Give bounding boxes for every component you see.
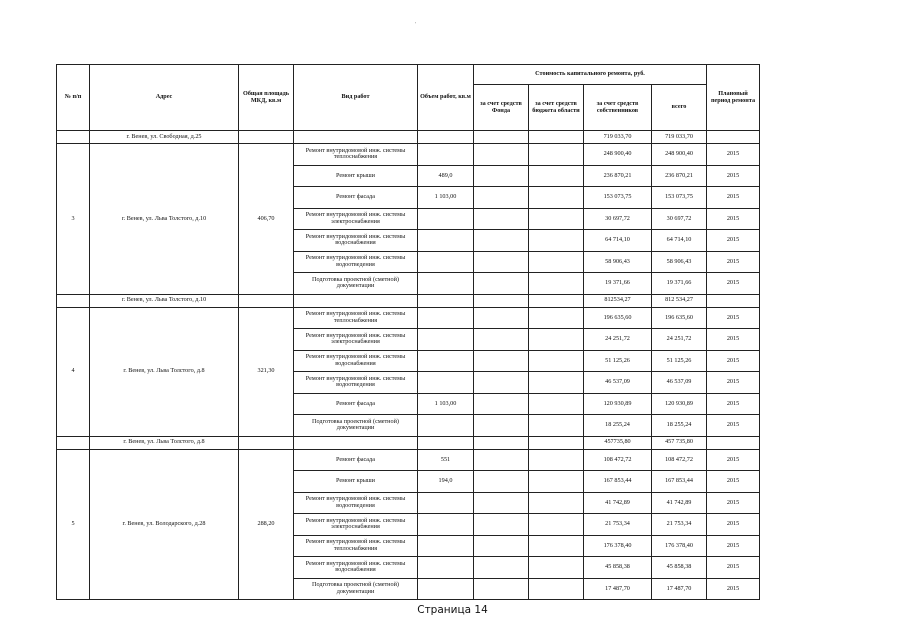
cell-region-budget <box>529 372 584 394</box>
cell-owners: 51 125,26 <box>584 350 652 372</box>
cell-owners: 236 870,21 <box>584 165 652 187</box>
cell-fund <box>474 436 529 449</box>
cell-region-budget <box>529 307 584 329</box>
cell-owners: 167 853,44 <box>584 471 652 493</box>
header-volume: Объем работ, кв.м <box>418 65 474 131</box>
header-total: всего <box>652 85 707 131</box>
cell-total: 41 742,89 <box>652 492 707 514</box>
cell-owners: 120 930,89 <box>584 393 652 415</box>
cell-fund <box>474 535 529 557</box>
header-region-budget: за счет средств бюджета области <box>529 85 584 131</box>
cell-volume <box>418 578 474 600</box>
cell-address: г. Венев, ул. Льва Толстого, д.8 <box>90 307 239 436</box>
cell-period: 2015 <box>707 273 760 295</box>
cell-volume <box>418 350 474 372</box>
header-num: № п/п <box>57 65 90 131</box>
cell-volume <box>418 208 474 230</box>
cell-total: 64 714,10 <box>652 230 707 252</box>
cell-fund <box>474 273 529 295</box>
cell-period: 2015 <box>707 514 760 536</box>
cell-work: Ремонт фасада <box>294 393 418 415</box>
cell-volume <box>418 514 474 536</box>
cell-total: 46 537,09 <box>652 372 707 394</box>
cell-owners-total: 719 033,70 <box>584 131 652 144</box>
cell-owners: 64 714,10 <box>584 230 652 252</box>
cell-work: Ремонт внутридомовой инж. системы теплоснабжения <box>294 535 418 557</box>
cell-period: 2015 <box>707 187 760 209</box>
cell-volume <box>418 372 474 394</box>
cell-work: Ремонт внутридомовой инж. системы водоснабжения <box>294 557 418 579</box>
cell-period: 2015 <box>707 251 760 273</box>
cell-region-budget <box>529 294 584 307</box>
cell-num: 4 <box>57 307 90 436</box>
cell-owners-total: 457735,80 <box>584 436 652 449</box>
cell-volume: 1 103,00 <box>418 393 474 415</box>
cell-volume <box>418 131 474 144</box>
cell-total: 108 472,72 <box>652 449 707 471</box>
cell-fund <box>474 372 529 394</box>
cell-address: г. Венев, ул. Льва Толстого, д.10 <box>90 144 239 295</box>
cell-total: 18 255,24 <box>652 415 707 437</box>
cell-work <box>294 436 418 449</box>
cell-fund <box>474 230 529 252</box>
cell-fund <box>474 329 529 351</box>
cell-period <box>707 131 760 144</box>
cell-region-budget <box>529 449 584 471</box>
cell-fund <box>474 307 529 329</box>
cell-region-budget <box>529 535 584 557</box>
cell-period: 2015 <box>707 535 760 557</box>
cell-fund <box>474 208 529 230</box>
cell-total: 167 853,44 <box>652 471 707 493</box>
cell-period: 2015 <box>707 372 760 394</box>
cell-work: Ремонт внутридомовой инж. системы электроснабжения <box>294 208 418 230</box>
cell-volume: 551 <box>418 449 474 471</box>
cell-region-budget <box>529 208 584 230</box>
cell-owners: 21 753,34 <box>584 514 652 536</box>
cell-work: Ремонт внутридомовой инж. системы водоснабжения <box>294 350 418 372</box>
cell-region-budget <box>529 251 584 273</box>
cell-area: 321,30 <box>239 307 294 436</box>
cell-num <box>57 436 90 449</box>
cell-volume <box>418 307 474 329</box>
header-cost-group: Стоимость капитального ремонта, руб. <box>474 65 707 85</box>
cell-total: 19 371,66 <box>652 273 707 295</box>
cell-fund <box>474 350 529 372</box>
cell-work: Ремонт фасада <box>294 449 418 471</box>
cell-owners: 18 255,24 <box>584 415 652 437</box>
cell-volume <box>418 273 474 295</box>
cell-owners: 24 251,72 <box>584 329 652 351</box>
cell-fund <box>474 471 529 493</box>
cell-volume <box>418 144 474 166</box>
cell-owners: 46 537,09 <box>584 372 652 394</box>
cell-volume <box>418 329 474 351</box>
cell-work: Ремонт внутридомовой инж. системы теплоснабжения <box>294 144 418 166</box>
cell-total: 248 900,40 <box>652 144 707 166</box>
cell-region-budget <box>529 350 584 372</box>
header-work-type: Вид работ <box>294 65 418 131</box>
cell-fund <box>474 415 529 437</box>
cell-period: 2015 <box>707 471 760 493</box>
cell-address-total: г. Венев, ул. Льва Толстого, д.10 <box>90 294 239 307</box>
cell-num <box>57 131 90 144</box>
cell-work: Подготовка проектной (сметной) документации <box>294 415 418 437</box>
table-header <box>57 65 760 131</box>
header-period: Плановый период ремонта <box>707 65 760 131</box>
repair-table <box>56 64 760 600</box>
cell-fund <box>474 492 529 514</box>
cell-region-budget <box>529 187 584 209</box>
cell-num: 3 <box>57 144 90 295</box>
header-fund: за счет средств Фонда <box>474 85 529 131</box>
cell-owners: 58 906,43 <box>584 251 652 273</box>
cell-address: г. Венев, ул. Володарского, д.28 <box>90 449 239 600</box>
cell-work: Ремонт крыши <box>294 471 418 493</box>
cell-address-total: г. Венев, ул. Свободная, д.25 <box>90 131 239 144</box>
cell-owners: 196 635,60 <box>584 307 652 329</box>
header-address: Адрес <box>90 65 239 131</box>
cell-period: 2015 <box>707 449 760 471</box>
cell-period: 2015 <box>707 492 760 514</box>
cell-work: Подготовка проектной (сметной) документации <box>294 273 418 295</box>
cell-period: 2015 <box>707 393 760 415</box>
cell-address-total: г. Венев, ул. Льва Толстого, д.8 <box>90 436 239 449</box>
cell-volume <box>418 251 474 273</box>
cell-work <box>294 294 418 307</box>
header-owners: за счет средств собственников <box>584 85 652 131</box>
cell-region-budget <box>529 436 584 449</box>
cell-owners: 17 487,70 <box>584 578 652 600</box>
cell-total: 236 870,21 <box>652 165 707 187</box>
cell-region-budget <box>529 415 584 437</box>
cell-volume: 489,0 <box>418 165 474 187</box>
table-row-total <box>57 294 760 307</box>
cell-period <box>707 436 760 449</box>
cell-work: Ремонт крыши <box>294 165 418 187</box>
cell-volume <box>418 294 474 307</box>
cell-total: 176 378,40 <box>652 535 707 557</box>
cell-region-budget <box>529 131 584 144</box>
cell-period: 2015 <box>707 329 760 351</box>
cell-area: 406,70 <box>239 144 294 295</box>
cell-area <box>239 294 294 307</box>
cell-volume <box>418 230 474 252</box>
header-area: Общая площадь МКД, кв.м <box>239 65 294 131</box>
cell-fund <box>474 251 529 273</box>
cell-total: 21 753,34 <box>652 514 707 536</box>
cell-work: Ремонт внутридомовой инж. системы электроснабжения <box>294 329 418 351</box>
cell-region-budget <box>529 144 584 166</box>
cell-period: 2015 <box>707 578 760 600</box>
cell-area <box>239 131 294 144</box>
cell-fund <box>474 131 529 144</box>
cell-region-budget <box>529 393 584 415</box>
cell-total-sum: 812 534,27 <box>652 294 707 307</box>
cell-fund <box>474 578 529 600</box>
cell-total: 24 251,72 <box>652 329 707 351</box>
cell-region-budget <box>529 329 584 351</box>
cell-fund <box>474 187 529 209</box>
cell-total: 153 073,75 <box>652 187 707 209</box>
cell-period: 2015 <box>707 415 760 437</box>
table-row-total <box>57 436 760 449</box>
cell-work: Ремонт фасада <box>294 187 418 209</box>
cell-total: 30 697,72 <box>652 208 707 230</box>
cell-work: Ремонт внутридомовой инж. системы теплоснабжения <box>294 307 418 329</box>
cell-work: Ремонт внутридомовой инж. системы водоотведения <box>294 251 418 273</box>
cell-fund <box>474 165 529 187</box>
cell-fund <box>474 393 529 415</box>
cell-total: 51 125,26 <box>652 350 707 372</box>
table-row <box>57 144 760 166</box>
cell-work <box>294 131 418 144</box>
cell-work: Ремонт внутридомовой инж. системы электроснабжения <box>294 514 418 536</box>
cell-owners: 248 900,40 <box>584 144 652 166</box>
cell-owners-total: 812534,27 <box>584 294 652 307</box>
cell-total-sum: 457 735,80 <box>652 436 707 449</box>
cell-region-budget <box>529 471 584 493</box>
cell-volume <box>418 557 474 579</box>
table-row <box>57 449 760 471</box>
cell-total: 196 635,60 <box>652 307 707 329</box>
cell-region-budget <box>529 492 584 514</box>
cell-total-sum: 719 033,70 <box>652 131 707 144</box>
cell-volume <box>418 535 474 557</box>
cell-region-budget <box>529 165 584 187</box>
cell-volume: 194,0 <box>418 471 474 493</box>
cell-owners: 30 697,72 <box>584 208 652 230</box>
cell-area <box>239 436 294 449</box>
cell-volume <box>418 415 474 437</box>
cell-period: 2015 <box>707 165 760 187</box>
cell-region-budget <box>529 578 584 600</box>
cell-total: 17 487,70 <box>652 578 707 600</box>
cell-total: 120 930,89 <box>652 393 707 415</box>
cell-volume: 1 103,00 <box>418 187 474 209</box>
cell-period: 2015 <box>707 307 760 329</box>
cell-fund <box>474 557 529 579</box>
cell-fund <box>474 449 529 471</box>
cell-owners: 108 472,72 <box>584 449 652 471</box>
cell-period: 2015 <box>707 350 760 372</box>
cell-work: Подготовка проектной (сметной) документации <box>294 578 418 600</box>
cell-owners: 41 742,89 <box>584 492 652 514</box>
cell-area: 288,20 <box>239 449 294 600</box>
cell-fund <box>474 294 529 307</box>
cell-period: 2015 <box>707 208 760 230</box>
cell-volume <box>418 436 474 449</box>
cell-region-budget <box>529 514 584 536</box>
cell-volume <box>418 492 474 514</box>
cell-period <box>707 294 760 307</box>
cell-period: 2015 <box>707 230 760 252</box>
cell-fund <box>474 144 529 166</box>
cell-owners: 45 858,38 <box>584 557 652 579</box>
cell-total: 45 858,38 <box>652 557 707 579</box>
cell-owners: 176 378,40 <box>584 535 652 557</box>
cell-period: 2015 <box>707 557 760 579</box>
cell-region-budget <box>529 273 584 295</box>
table-body <box>57 131 760 600</box>
cell-region-budget <box>529 557 584 579</box>
cell-total: 58 906,43 <box>652 251 707 273</box>
table-row-total <box>57 131 760 144</box>
cell-work: Ремонт внутридомовой инж. системы водоотведения <box>294 372 418 394</box>
cell-period: 2015 <box>707 144 760 166</box>
cell-work: Ремонт внутридомовой инж. системы водоснабжения <box>294 230 418 252</box>
page-number: Страница 14 <box>417 604 488 616</box>
cell-num: 5 <box>57 449 90 600</box>
cell-owners: 19 371,66 <box>584 273 652 295</box>
cell-work: Ремонт внутридомовой инж. системы водоотведения <box>294 492 418 514</box>
cell-region-budget <box>529 230 584 252</box>
page-mark: ' <box>415 22 417 28</box>
cell-owners: 153 073,75 <box>584 187 652 209</box>
table-row <box>57 307 760 329</box>
cell-fund <box>474 514 529 536</box>
cell-num <box>57 294 90 307</box>
